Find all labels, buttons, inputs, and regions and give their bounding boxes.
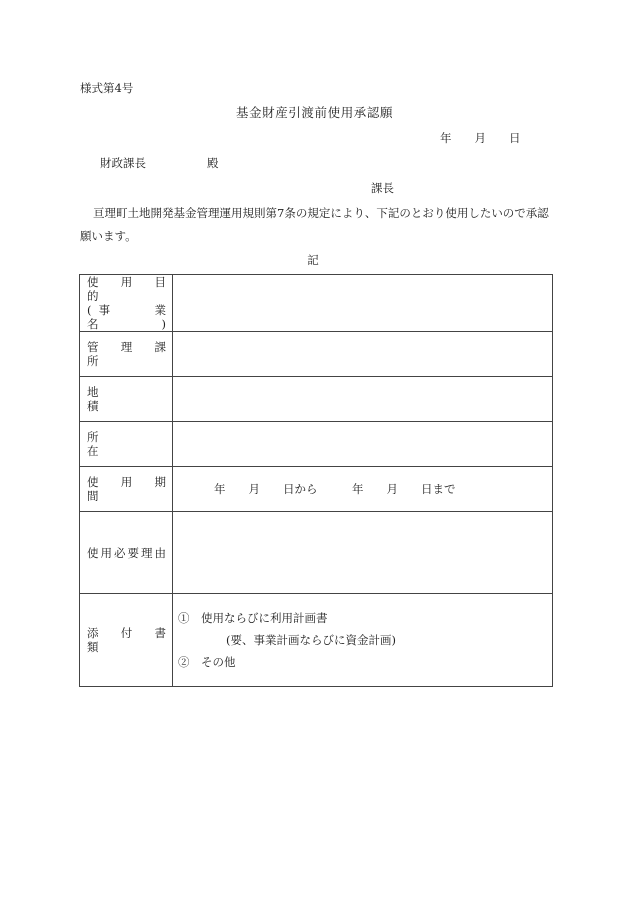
attachment-item-1-note: (要、事業計画ならびに資金計画) [226, 633, 396, 647]
table-row-usage-period [80, 467, 553, 512]
attachments-value [173, 594, 553, 687]
table-row-location [80, 422, 553, 467]
application-table [79, 274, 553, 687]
label-cell-usage-period [80, 467, 178, 512]
label-location: 所 在 [87, 430, 156, 458]
addressee-name: 財政課長 [100, 156, 146, 170]
label-cell-usage-reason [80, 512, 173, 594]
value-cell-managing-section [173, 332, 553, 377]
document-title: 基金財産引渡前使用承認願 [235, 105, 394, 120]
label-usage-reason: 使用必要理由 [87, 545, 166, 560]
label-usage-period: 使 用 期 間 [87, 475, 178, 503]
label-attachments: 添 付 書 類 [87, 626, 178, 654]
label-project-name: (事 業 名) [87, 303, 189, 331]
value-cell-purpose [173, 275, 553, 332]
attachment-item-2: ② その他 [178, 655, 236, 669]
date-line: 年 月 日 [440, 131, 521, 145]
table-row-area [80, 377, 553, 422]
label-cell-managing-section [80, 332, 178, 377]
label-cell-purpose [80, 275, 189, 332]
table-row-purpose [80, 275, 553, 332]
table-row-usage-reason [80, 512, 553, 594]
label-cell-area [80, 377, 173, 422]
applicant-title: 課長 [371, 181, 394, 195]
body-text-line-2: 願います。 [80, 229, 137, 243]
note-heading: 記 [307, 253, 319, 267]
table-row-managing-section [80, 332, 553, 377]
table-row-attachments [80, 594, 553, 687]
usage-period-value: 年 月 日から 年 月 日まで [173, 467, 553, 512]
value-cell-area [173, 377, 553, 422]
value-cell-location [173, 422, 553, 467]
label-purpose: 使 用 目 的 [87, 275, 178, 303]
body-text-line-1: 亘理町土地開発基金管理運用規則第7条の規定により、下記のとおり使用したいので承認 [93, 206, 549, 220]
label-managing-section: 管 理 課 所 [87, 340, 178, 368]
addressee-honorific: 殿 [207, 156, 219, 170]
label-cell-attachments [80, 594, 178, 687]
value-cell-usage-reason [173, 512, 553, 594]
form-number: 様式第4号 [80, 81, 134, 95]
label-cell-location [80, 422, 173, 467]
attachment-item-1: ① 使用ならびに利用計画書 [178, 611, 328, 625]
label-area: 地 積 [87, 385, 156, 413]
